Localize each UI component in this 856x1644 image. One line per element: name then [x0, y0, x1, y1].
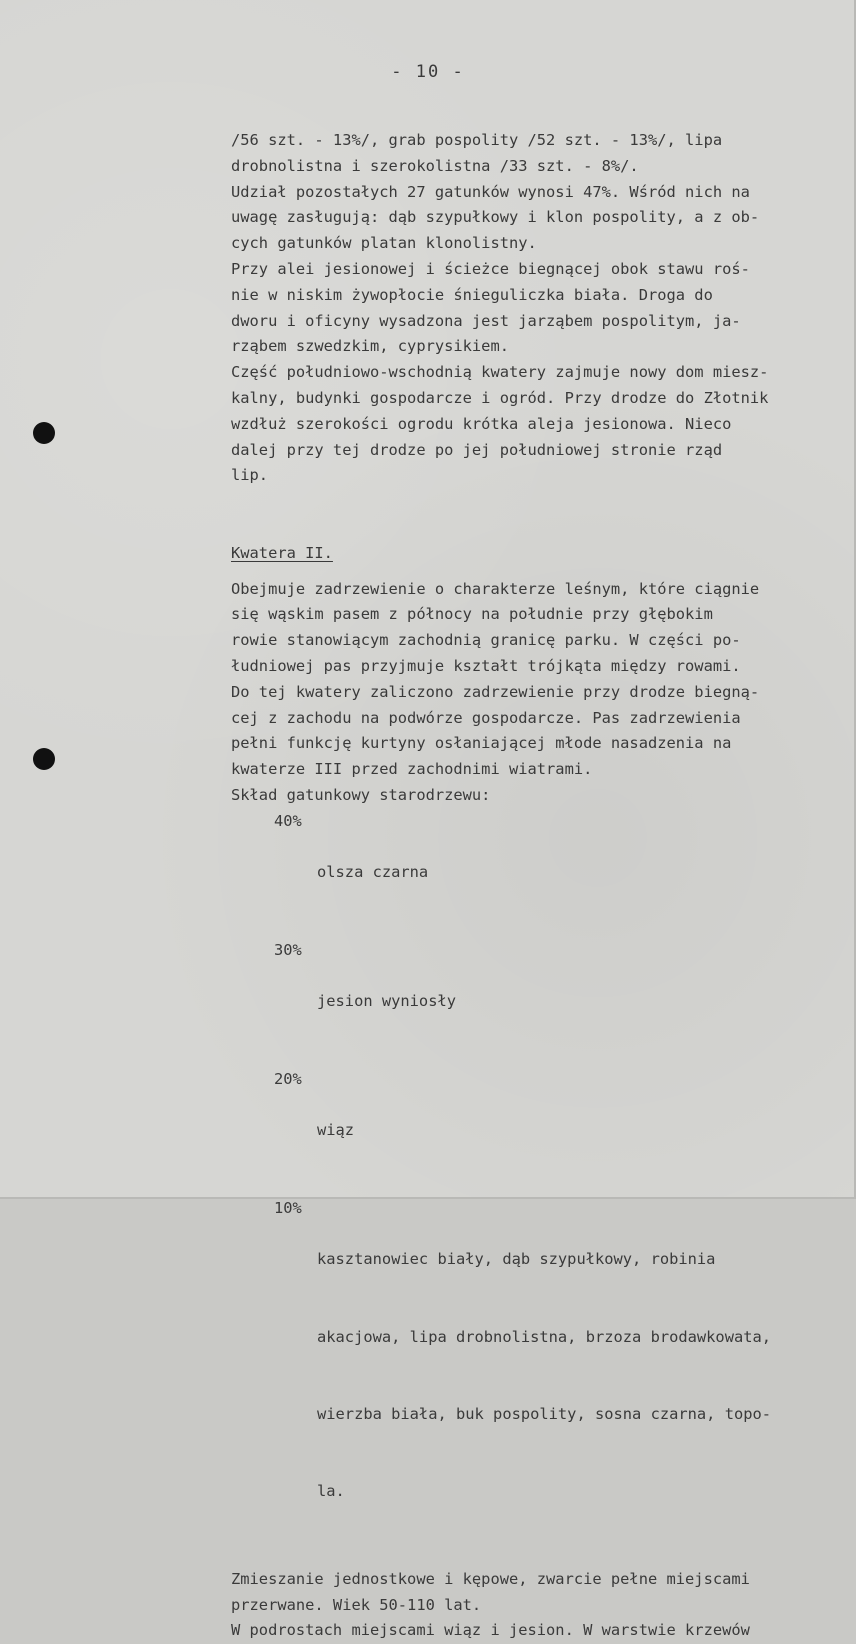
text-line: łudniowej pas przyjmuje kształt trójkąta między rowami. [231, 656, 741, 675]
species-list [274, 809, 841, 1557]
paragraph-1 [231, 128, 841, 489]
text-line: drobnolistna i szerokolistna /33 szt. - 8%/. [231, 156, 639, 175]
species-names: olsza czarna [317, 863, 429, 882]
section-heading: Kwatera II. [231, 543, 333, 562]
text-line: cych gatunków platan klonolistny. [231, 234, 537, 253]
text-line: pełni funkcję kurtyny osłaniającej młode nasadzenia na [231, 734, 732, 753]
list-item [274, 809, 841, 938]
text-line: rząbem szwedzkim, cyprysikiem. [231, 337, 509, 356]
punch-hole [33, 748, 55, 770]
text-line: kwaterze III przed zachodnimi wiatrami. [231, 760, 593, 779]
paragraph-2 [231, 577, 841, 809]
text-line: dalej przy tej drodze po jej południowej stronie rząd [231, 440, 723, 459]
text-line: W podrostach miejscami wiąz i jesion. W warstwie krzewów [231, 1621, 750, 1640]
species-names: wiąz [317, 1121, 355, 1140]
text-line: Przy alei jesionowej i ścieżce biegnącej obok stawu roś- [231, 259, 750, 278]
text-line: rowie stanowiącym zachodnią granicę parku. W części po- [231, 631, 741, 650]
spacer [231, 489, 841, 541]
text-line: Zmieszanie jednostkowe i kępowe, zwarcie pełne miejscami [231, 1569, 750, 1588]
text-line: Skład gatunkowy starodrzewu: [231, 785, 491, 804]
species-percent: 20% [274, 1069, 302, 1088]
species-percent: 30% [274, 940, 302, 959]
text-line: Udział pozostałych 27 gatunków wynosi 47%. Wśród nich na [231, 182, 750, 201]
species-names: akacjowa, lipa drobnolistna, brzoza brodawkowata, [317, 1327, 772, 1346]
text-line: Obejmuje zadrzewienie o charakterze leśnym, które ciągnie [231, 579, 760, 598]
text-line: uwagę zasługują: dąb szypułkowy i klon pospolity, a z ob- [231, 208, 760, 227]
text-line: się wąskim pasem z północy na południe przy głębokim [231, 605, 713, 624]
species-names: jesion wyniosły [317, 992, 456, 1011]
species-names: la. [317, 1482, 345, 1501]
list-item [274, 938, 841, 1067]
species-names: kasztanowiec biały, dąb szypułkowy, robinia [317, 1250, 716, 1269]
text-line: nie w niskim żywopłocie śnieguliczka biała. Droga do [231, 285, 713, 304]
punch-hole [33, 422, 55, 444]
species-percent: 10% [274, 1198, 302, 1217]
paragraph-3 [231, 1567, 841, 1644]
page-number: - 10 - [391, 62, 465, 82]
text-line: dworu i oficyny wysadzona jest jarząbem pospolitym, ja- [231, 311, 741, 330]
text-line: /56 szt. - 13%/, grab pospolity /52 szt. - 13%/, lipa [231, 131, 723, 149]
text-line: wzdłuż szerokości ogrodu krótka aleja jesionowa. Nieco [231, 414, 732, 433]
text-line: lip. [231, 466, 269, 485]
list-item [274, 1067, 841, 1196]
species-names: wierzba biała, buk pospolity, sosna czarna, topo- [317, 1405, 772, 1424]
species-percent: 40% [274, 811, 302, 830]
text-line: Część południowo-wschodnią kwatery zajmuje nowy dom miesz- [231, 363, 769, 382]
list-item [274, 1196, 841, 1557]
text-line: cej z zachodu na podwórze gospodarcze. Pas zadrzewienia [231, 708, 741, 727]
text-line: Do tej kwatery zaliczono zadrzewienie przy drodze biegną- [231, 682, 760, 701]
typed-text-body [231, 128, 841, 1644]
text-line: kalny, budynki gospodarcze i ogród. Przy drodze do Złotnik [231, 388, 769, 407]
text-line: przerwane. Wiek 50-110 lat. [231, 1595, 482, 1614]
